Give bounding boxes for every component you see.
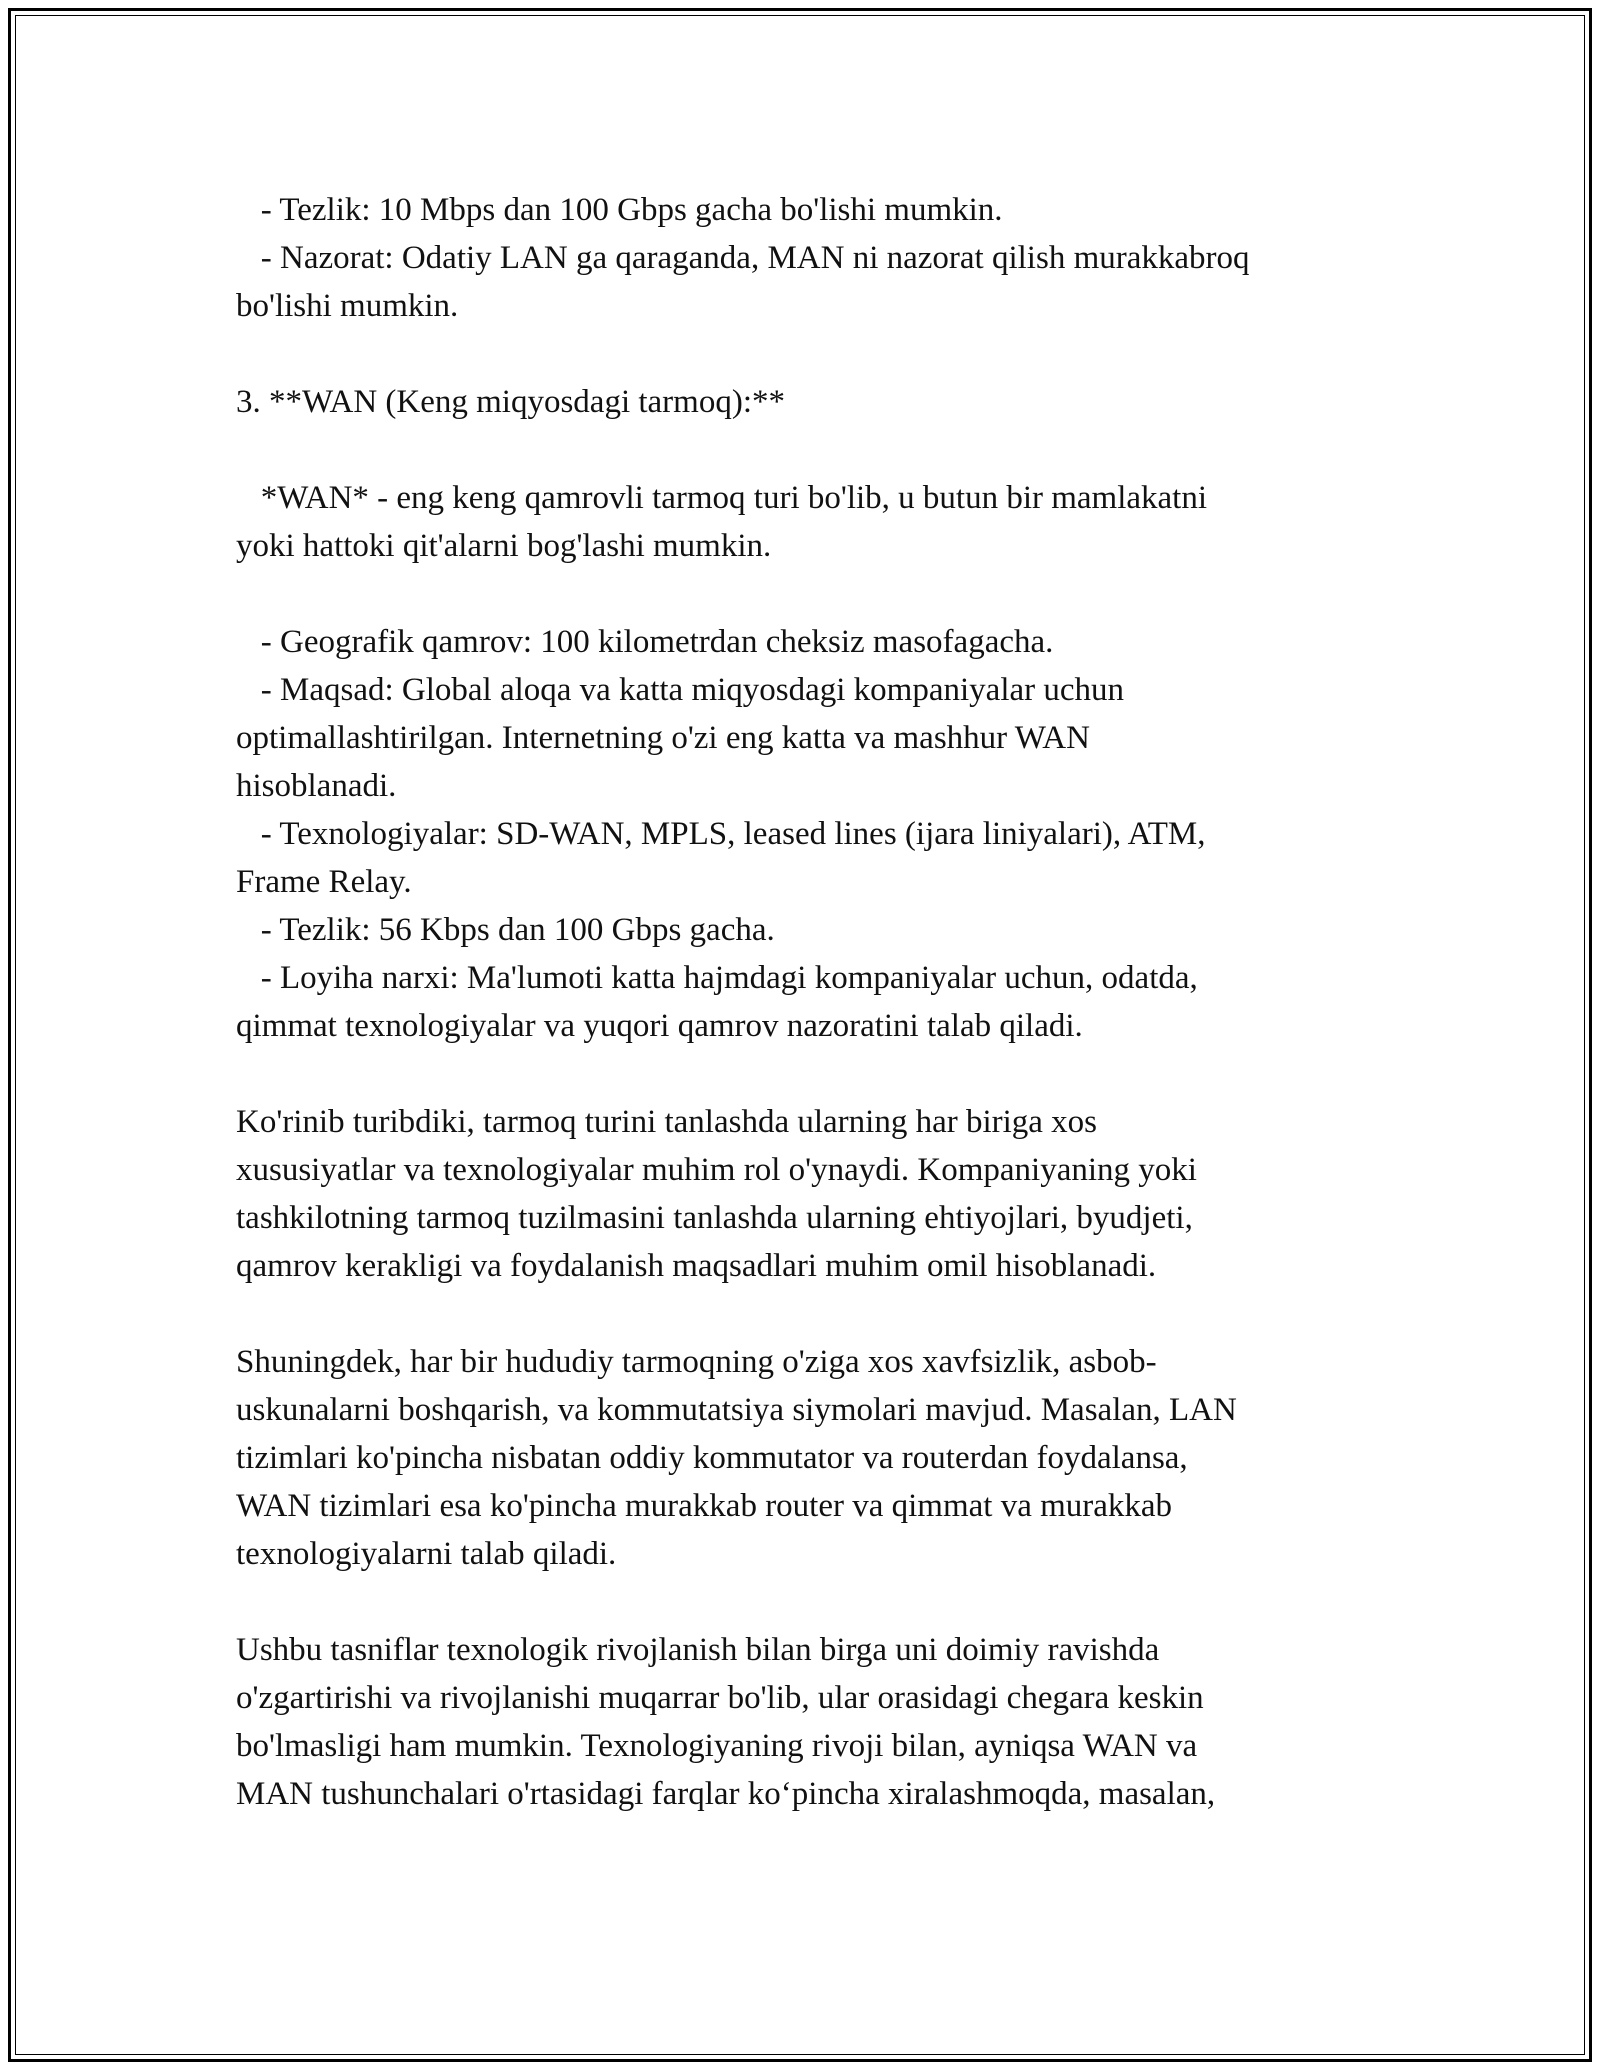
paragraph-gap	[236, 1290, 1376, 1338]
text-line: - Tezlik: 56 Kbps dan 100 Gbps gacha.	[236, 912, 775, 948]
text-line: Ko'rinib turibdiki, tarmoq turini tanlashda ularning har biriga xos	[236, 1104, 1098, 1140]
text-line: yoki hattoki qit'alarni bog'lashi mumkin.	[236, 528, 772, 564]
text-line: bo'lmasligi ham mumkin. Texnologiyaning rivoji bilan, ayniqsa WAN va	[236, 1728, 1198, 1764]
text-line: bo'lishi mumkin.	[236, 288, 459, 324]
text-line: - Texnologiyalar: SD-WAN, MPLS, leased lines (ijara liniyalari), ATM,	[236, 816, 1206, 852]
text-line: - Loyiha narxi: Ma'lumoti katta hajmdagi kompaniyalar uchun, odatda,	[236, 960, 1198, 996]
text-line: Frame Relay.	[236, 864, 412, 900]
paragraph-gap	[236, 330, 1376, 378]
text-line: - Geografik qamrov: 100 kilometrdan cheksiz masofagacha.	[236, 624, 1054, 660]
paragraph-gap	[236, 1050, 1376, 1098]
text-line: qamrov kerakligi va foydalanish maqsadlari muhim omil hisoblanadi.	[236, 1248, 1157, 1284]
text-line: - Maqsad: Global aloqa va katta miqyosdagi kompaniyalar uchun	[236, 672, 1125, 708]
text-line: optimallashtirilgan. Internetning o'zi eng katta va mashhur WAN	[236, 720, 1090, 756]
text-line: MAN tushunchalari o'rtasidagi farqlar ko‘pincha xiralashmoqda, masalan,	[236, 1776, 1216, 1812]
text-line: Shuningdek, har bir hududiy tarmoqning o'ziga xos xavfsizlik, asbob-	[236, 1344, 1157, 1380]
text-line: qimmat texnologiyalar va yuqori qamrov nazoratini talab qiladi.	[236, 1008, 1083, 1044]
text-line: - Tezlik: 10 Mbps dan 100 Gbps gacha bo'lishi mumkin.	[236, 192, 1003, 228]
paragraph-gap	[236, 426, 1376, 474]
text-line: texnologiyalarni talab qiladi.	[236, 1536, 617, 1572]
text-line: o'zgartirishi va rivojlanishi muqarrar bo'lib, ular orasidagi chegara keskin	[236, 1680, 1204, 1716]
text-line: uskunalarni boshqarish, va kommutatsiya siymolari mavjud. Masalan, LAN	[236, 1392, 1237, 1428]
text-line: Ushbu tasniflar texnologik rivojlanish bilan birga uni doimiy ravishda	[236, 1632, 1160, 1668]
text-line: hisoblanadi.	[236, 768, 397, 804]
text-line: tizimlari ko'pincha nisbatan oddiy kommutator va routerdan foydalansa,	[236, 1440, 1188, 1476]
text-line: WAN tizimlari esa ko'pincha murakkab router va qimmat va murakkab	[236, 1488, 1173, 1524]
text-line: *WAN* - eng keng qamrovli tarmoq turi bo'lib, u butun bir mamlakatni	[236, 480, 1208, 516]
document-body	[236, 186, 1376, 1818]
text-line: 3. **WAN (Keng miqyosdagi tarmoq):**	[236, 384, 785, 420]
text-line: xususiyatlar va texnologiyalar muhim rol o'ynaydi. Kompaniyaning yoki	[236, 1152, 1197, 1188]
text-line: - Nazorat: Odatiy LAN ga qaraganda, MAN ni nazorat qilish murakkabroq	[236, 240, 1250, 276]
paragraph-gap	[236, 1578, 1376, 1626]
text-line: tashkilotning tarmoq tuzilmasini tanlashda ularning ehtiyojlari, byudjeti,	[236, 1200, 1193, 1236]
paragraph-gap	[236, 570, 1376, 618]
